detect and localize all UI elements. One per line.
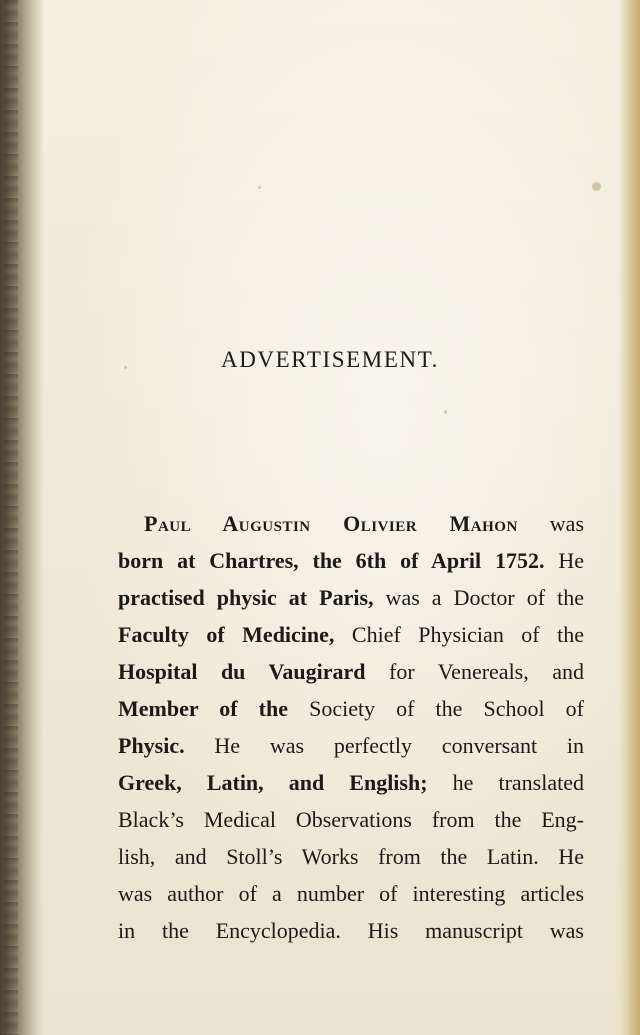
text-line: Black’s Medical Observations from the Eng- (118, 807, 584, 832)
text-line: was author of a number of interesting articles (118, 881, 584, 906)
text-line: in the Encyclopedia. His manuscript was (118, 918, 584, 943)
text-line: Faculty of Medicine, Chief Physician of the (118, 622, 584, 647)
page-title: ADVERTISEMENT. (221, 347, 439, 372)
author-name: Paul Augustin Olivier Mahon (144, 511, 518, 536)
advertisement-paragraph (118, 505, 584, 949)
binding-shadow (4, 0, 18, 1035)
text-line: born at Chartres, the 6th of April 1752. He (118, 548, 584, 573)
foxing-spot (444, 410, 447, 414)
text-line: Greek, Latin, and English; he translated (118, 770, 584, 795)
text-line: lish, and Stoll’s Works from the Latin. He (118, 844, 584, 869)
text-line: Member of the Society of the School of (118, 696, 584, 721)
foxing-spot (258, 186, 261, 189)
text-line: Physic. He was perfectly conversant in (118, 733, 584, 758)
foxing-spot (592, 182, 601, 191)
foxed-page-edge (618, 0, 640, 1035)
text-line: Hospital du Vaugirard for Venereals, and (118, 659, 584, 684)
text-line: Paul Augustin Olivier Mahon was (144, 511, 585, 536)
text-line: practised physic at Paris, was a Doctor of the (118, 585, 584, 610)
